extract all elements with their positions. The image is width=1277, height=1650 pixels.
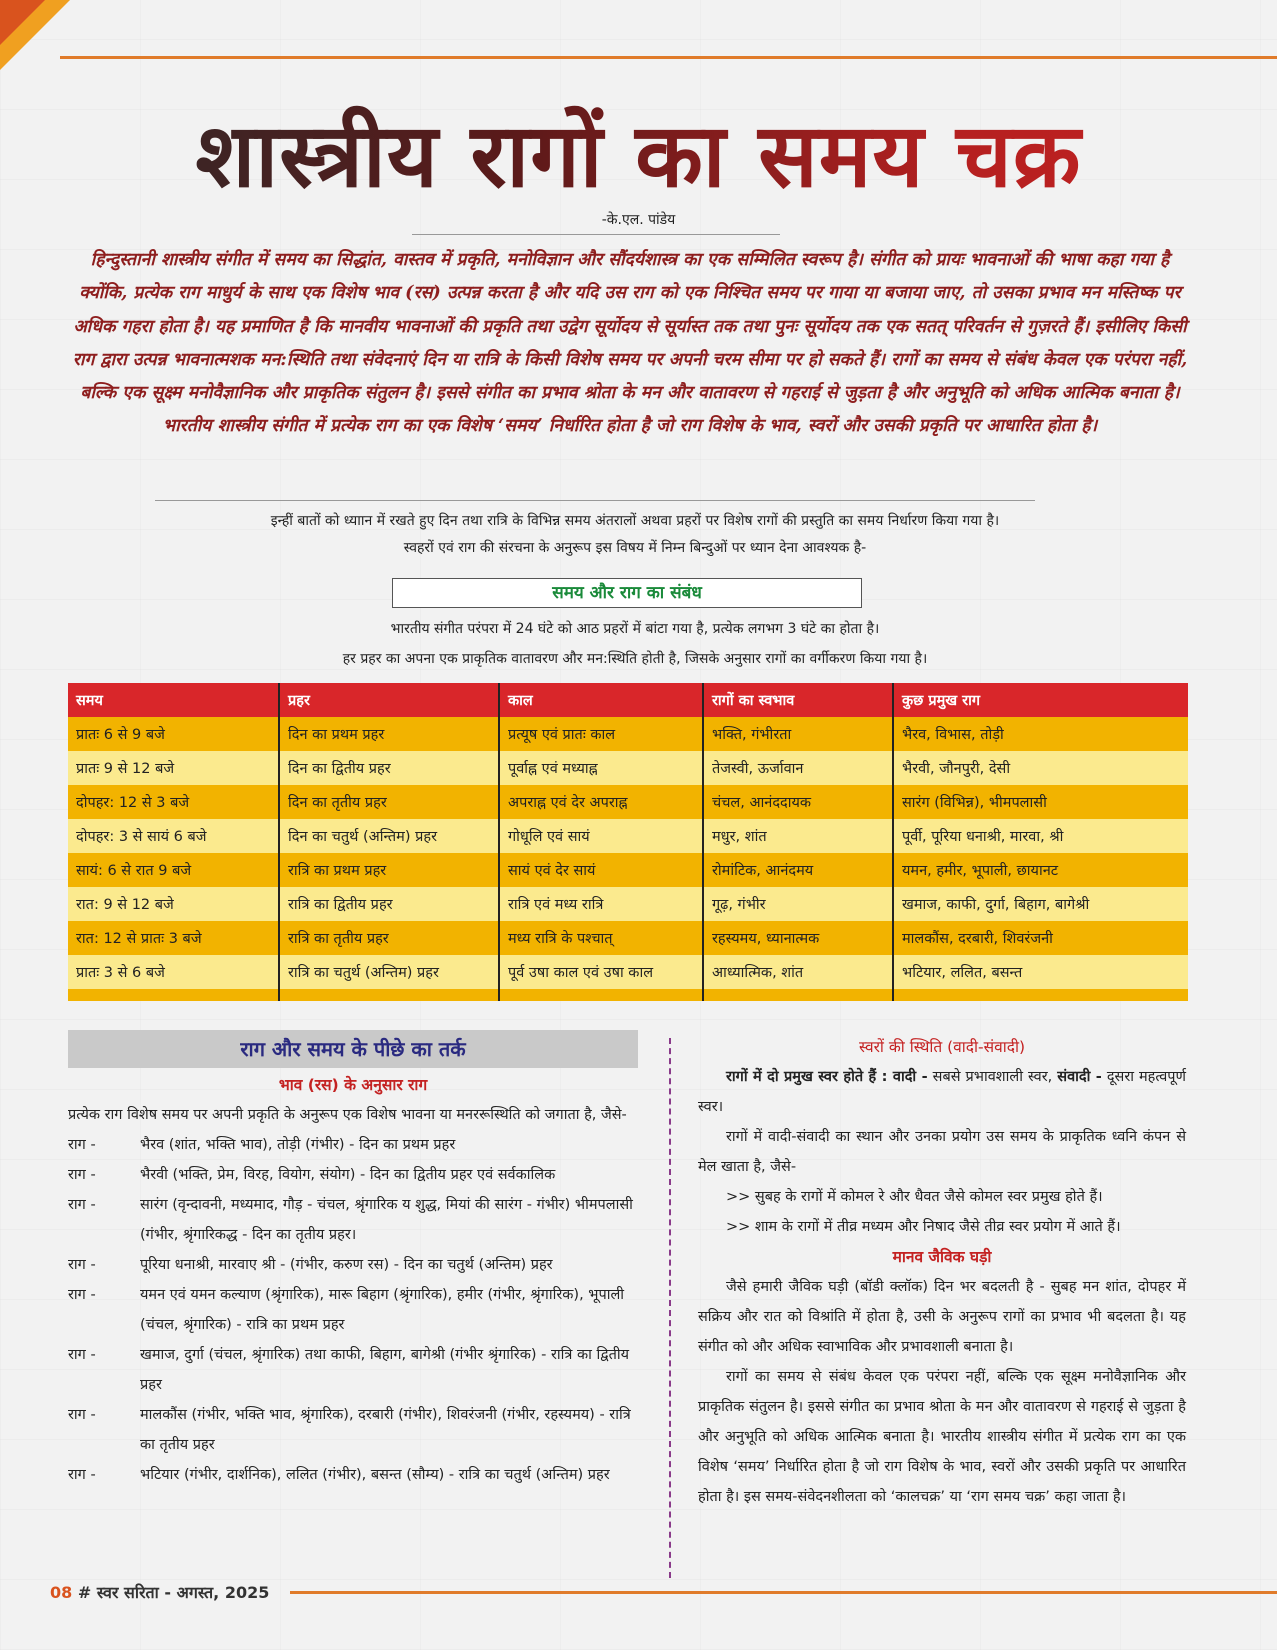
raag-entry-label: राग - — [68, 1197, 96, 1213]
table-header-cell: रागों का स्वभाव — [703, 683, 893, 717]
table-cell: पूर्व उषा काल एवं उषा काल — [499, 955, 703, 989]
page-footer — [50, 1581, 269, 1603]
table-cell: मध्य रात्रि के पश्चात् — [499, 921, 703, 955]
table-cell: गोधूलि एवं सायं — [499, 819, 703, 853]
vadi-samvadi-paragraph — [698, 1062, 1186, 1122]
table-cell: भटियार, ललित, बसन्त — [893, 955, 1188, 989]
sub-block — [80, 614, 1190, 674]
table-cell: रात: 9 से 12 बजे — [68, 887, 279, 921]
right-column — [698, 1032, 1186, 1512]
author-byline: -के.एल. पांडेय — [601, 212, 676, 228]
raag-entry-text: भटियार (गंभीर, दार्शनिक), ललित (गंभीर), बसन्त (सौम्य) - रात्रि का चतुर्थ (अन्तिम) प्रहर — [140, 1467, 610, 1483]
table-cell: सायं: 6 से रात 9 बजे — [68, 853, 279, 887]
table-header-cell: समय — [68, 683, 279, 717]
conclusion-paragraph: रागों का समय से संबंध केवल एक परंपरा नहीं, बल्कि एक सूक्ष्म मनोवैज्ञानिक और प्राकृतिक संतुलन है। इससे संगीत का प्रभाव श्रोता के मन और वातावरण से गहराई से जुड़ता है और अनुभूति को अधिक आत्मिक बनाता है। भारतीय शास्त्रीय संगीत में प्रत्येक राग का एक विशेष ‘समय’ निर्धारित होता है जो राग विशेष के भाव, स्वरों और उसकी प्रकृति पर आधारित होता है। इस समय-संवेदनशीलता को ‘कालचक्र’ या ‘राग समय चक्र’ कहा जाता है। — [698, 1369, 1186, 1505]
raag-entry-text: पूरिया धनाश्री, मारवाए श्री - (गंभीर, करुण रस) - दिन का चतुर्थ (अन्तिम) प्रहर — [140, 1257, 553, 1273]
table-cell: प्रातः 9 से 12 बजे — [68, 751, 279, 785]
vadi-label: रागों में दो प्रमुख स्वर होते हैं : वादी - — [726, 1069, 928, 1085]
table-cell: मधुर, शांत — [703, 819, 893, 853]
table-cell: प्रातः 3 से 6 बजे — [68, 955, 279, 989]
table-cell: प्रत्यूष एवं प्रातः काल — [499, 717, 703, 751]
raag-entry-text: भैरव (शांत, भक्ति भाव), तोड़ी (गंभीर) - दिन का प्रथम प्रहर — [140, 1137, 456, 1153]
samvadi-label: संवादी - — [1057, 1069, 1102, 1085]
table-cell: दिन का तृतीय प्रहर — [279, 785, 499, 819]
table-cell: दिन का प्रथम प्रहर — [279, 717, 499, 751]
table-cell: सायं एवं देर सायं — [499, 853, 703, 887]
raag-entry-label: राग - — [68, 1167, 96, 1183]
raag-entry-label: राग - — [68, 1407, 96, 1423]
raag-entry-text: मालकौंस (गंभीर, भक्ति भाव, श्रृंगारिक), दरबारी (गंभीर), शिवरंजनी (गंभीर, रहस्यमय) - रात्रि का तृतीय प्रहर — [140, 1407, 631, 1453]
raag-entry-text: यमन एवं यमन कल्याण (श्रृंगारिक), मारू बिहाग (श्रृंगारिक), हमीर (गंभीर, श्रृंगारिक), भूपाली (चंचल, श्रृंगारिक) - रात्रि का प्रथम प्रहर — [140, 1287, 625, 1333]
raag-entry — [68, 1250, 638, 1280]
raag-entry-label: राग - — [68, 1347, 96, 1363]
raag-entry — [68, 1460, 638, 1490]
table-cell: रात्रि का प्रथम प्रहर — [279, 853, 499, 887]
section-heading-box: समय और राग का संबंध — [392, 578, 862, 608]
table-row — [68, 853, 1188, 887]
table-spacer-row — [68, 989, 1188, 1001]
left-column — [68, 1030, 638, 1490]
table-row — [68, 955, 1188, 989]
swar-heading: स्वरों की स्थिति (वादी-संवादी) — [858, 1038, 1026, 1056]
table-row — [68, 887, 1188, 921]
table-cell: दोपहर: 12 से 3 बजे — [68, 785, 279, 819]
table-header-cell: कुछ प्रमुख राग — [893, 683, 1188, 717]
table-cell: अपराह्न एवं देर अपराह्न — [499, 785, 703, 819]
table-cell: तेजस्वी, ऊर्जावान — [703, 751, 893, 785]
table-header-row — [68, 683, 1188, 717]
table-row — [68, 717, 1188, 751]
raag-entry — [68, 1280, 638, 1340]
column-divider — [669, 1038, 671, 1578]
vadi-usage-paragraph: रागों में वादी-संवादी का स्थान और उनका प्रयोग उस समय के प्राकृतिक ध्वनि कंपन से मेल खाता है, जैसे- — [698, 1129, 1186, 1175]
footer-line — [290, 1591, 1277, 1594]
raag-time-table — [68, 683, 1188, 1001]
left-section-heading: राग और समय के पीछे का तर्क — [68, 1030, 638, 1068]
table-cell: भक्ति, गंभीरता — [703, 717, 893, 751]
magazine-issue: # स्वर सरिता - अगस्त, 2025 — [72, 1583, 270, 1602]
table-spacer-cell — [703, 989, 893, 1001]
raag-entry-text: भैरवी (भक्ति, प्रेम, विरह, वियोग, संयोग) - दिन का द्वितीय प्रहर एवं सर्वकालिक — [140, 1167, 556, 1183]
vadi-desc: सबसे प्रभावशाली स्वर, — [927, 1069, 1058, 1085]
note-line-2: स्वहरों एवं राग की संरचना के अनुरूप इस विषय में निम्न बिन्दुओं पर ध्यान देना आवश्यक है- — [403, 540, 867, 556]
table-row — [68, 819, 1188, 853]
table-cell: दिन का चतुर्थ (अन्तिम) प्रहर — [279, 819, 499, 853]
raag-entry-text: खमाज, दुर्गा (चंचल, श्रृंगारिक) तथा काफी, बिहाग, बागेश्री (गंभीर श्रृंगारिक) - रात्रि का द्वितीय प्रहर — [140, 1347, 630, 1393]
bio-clock-heading: मानव जैविक घड़ी — [892, 1248, 992, 1266]
table-cell: रोमांटिक, आनंदमय — [703, 853, 893, 887]
note-line-1: इन्हीं बातों को ध्याान में रखते हुए दिन तथा रात्रि के विभिन्न समय अंतरालों अथवा प्रहरों पर विशेष रागों की प्रस्तुति का समय निर्धारण किया गया है। — [270, 513, 1000, 529]
raag-entry-text: सारंग (वृन्दावनी, मध्यमाद, गौड़ - चंचल, श्रृंगारिक य शुद्ध, मियां की सारंग - गंभीर) भीमपलासी (गंभीर, श्रृंगारिकद्ध - दिन का तृतीय प्रहर। — [140, 1197, 633, 1243]
table-cell: मालकौंस, दरबारी, शिवरंजनी — [893, 921, 1188, 955]
raag-entry — [68, 1400, 638, 1460]
samvadi-desc: दूसरा महत्वपूर्ण स्वर। — [698, 1069, 1187, 1115]
table-cell: खमाज, काफी, दुर्गा, बिहाग, बागेश्री — [893, 887, 1188, 921]
table-cell: दिन का द्वितीय प्रहर — [279, 751, 499, 785]
page-title: शास्त्रीय रागों का समय चक्र — [0, 92, 1277, 212]
evening-bullet: >> शाम के रागों में तीव्र मध्यम और निषाद जैसे तीव्र स्वर प्रयोग में आते हैं। — [726, 1219, 1121, 1235]
table-cell: चंचल, आनंददायक — [703, 785, 893, 819]
intro-rule — [155, 500, 1035, 501]
bio-clock-paragraph: जैसे हमारी जैविक घड़ी (बॉडी क्लॉक) दिन भर बदलती है - सुबह मन शांत, दोपहर में सक्रिय और रात को विश्रांति में होता है, उसी के अनुरूप रागों का प्रभाव भी बदलता है। यह संगीत को और अधिक स्वाभाविक और प्रभावशाली बनाता है। — [698, 1279, 1186, 1355]
table-cell: पूर्वाह्न एवं मध्याह्न — [499, 751, 703, 785]
raag-entry-label: राग - — [68, 1137, 96, 1153]
table-cell: रात्रि का द्वितीय प्रहर — [279, 887, 499, 921]
morning-bullet: >> सुबह के रागों में कोमल रे और धैवत जैसे कोमल स्वर प्रमुख होते हैं। — [726, 1189, 1103, 1205]
table-header-cell: प्रहर — [279, 683, 499, 717]
table-cell: यमन, हमीर, भूपाली, छायानट — [893, 853, 1188, 887]
table-cell: आध्यात्मिक, शांत — [703, 955, 893, 989]
note-block — [80, 508, 1190, 562]
table-row — [68, 751, 1188, 785]
table-cell: गूढ़, गंभीर — [703, 887, 893, 921]
author-rule — [412, 234, 780, 235]
table-cell: सारंग (विभिन्न), भीमपलासी — [893, 785, 1188, 819]
table-cell: दोपहर: 3 से सायं 6 बजे — [68, 819, 279, 853]
table-cell: रात्रि का तृतीय प्रहर — [279, 921, 499, 955]
raag-entry-label: राग - — [68, 1257, 96, 1273]
table-spacer-cell — [68, 989, 279, 1001]
raag-entry-label: राग - — [68, 1287, 96, 1303]
raag-entry — [68, 1160, 638, 1190]
table-header-cell: काल — [499, 683, 703, 717]
raag-entry-label: राग - — [68, 1467, 96, 1483]
raag-entry — [68, 1190, 638, 1250]
sub-line-2: हर प्रहर का अपना एक प्राकृतिक वातावरण और मन:स्थिति होती है, जिसके अनुसार रागों का वर्गीकरण किया गया है। — [342, 651, 928, 667]
intro-paragraph: हिन्दुस्तानी शास्त्रीय संगीत में समय का सिद्धांत, वास्तव में प्रकृति, मनोविज्ञान और सौंदर्यशास्त्र का एक सम्मिलित स्वरूप है। संगीत को प्रायः भावनाओं की भाषा कहा गया है क्योंकि, प्रत्येक राग माधुर्य के साथ एक विशेष भाव (रस) उत्पन्न करता है और यदि उस राग को एक निश्चित समय पर गाया या बजाया जाए, तो उसका प्रभाव मन मस्तिष्क पर अधिक गहरा होता है। यह प्रमाणित है कि मानवीय भावनाओं की प्रकृति तथा उद्वेग सूर्योदय से सूर्यास्त तक तथा पुनः सूर्योदय तक एक सतत् परिवर्तन से गुज़रते हैं। इसीलिए किसी राग द्वारा उत्पन्न भावनात्मशक मन:स्थिति तथा संवेदनाएं दिन या रात्रि के किसी विशेष समय पर अपनी चरम सीमा पर हो सकते हैं। रागों का समय से संबंध केवल एक परंपरा नहीं, बल्कि एक सूक्ष्म मनोवैज्ञानिक और प्राकृतिक संतुलन है। इससे संगीत का प्रभाव श्रोता के मन और वातावरण से गहराई से जुड़ता है और अनुभूति को अधिक आत्मिक बनाता है। भारतीय शास्त्रीय संगीत में प्रत्येक राग का एक विशेष ‘समय’ निर्धारित होता है जो राग विशेष के भाव, स्वरों और उसकी प्रकृति पर आधारित होता है। — [72, 250, 1188, 437]
table-spacer-cell — [499, 989, 703, 1001]
left-subheading: भाव (रस) के अनुसार राग — [278, 1076, 428, 1094]
corner-decoration-inner — [0, 0, 45, 45]
table-spacer-cell — [279, 989, 499, 1001]
table-spacer-cell — [893, 989, 1188, 1001]
sub-line-1: भारतीय संगीत परंपरा में 24 घंटे को आठ प्रहरों में बांटा गया है, प्रत्येक लगभग 3 घंटे का होता है। — [390, 621, 880, 637]
table-cell: रहस्यमय, ध्यानात्मक — [703, 921, 893, 955]
table-cell: भैरवी, जौनपुरी, देसी — [893, 751, 1188, 785]
table-row — [68, 785, 1188, 819]
table-cell: रात: 12 से प्रातः 3 बजे — [68, 921, 279, 955]
table-cell: प्रातः 6 से 9 बजे — [68, 717, 279, 751]
top-border-line — [60, 56, 1277, 59]
raag-entry — [68, 1340, 638, 1400]
raag-entry — [68, 1130, 638, 1160]
table-cell: पूर्वी, पूरिया धनाश्री, मारवा, श्री — [893, 819, 1188, 853]
table-row — [68, 921, 1188, 955]
table-cell: भैरव, विभास, तोड़ी — [893, 717, 1188, 751]
table-cell: रात्रि का चतुर्थ (अन्तिम) प्रहर — [279, 955, 499, 989]
page-number: 08 — [50, 1583, 73, 1602]
left-lead-text: प्रत्येक राग विशेष समय पर अपनी प्रकृति के अनुरूप एक विशेष भावना या मनररूस्थिति को जगाता है, जैसे- — [68, 1107, 627, 1123]
table-cell: रात्रि एवं मध्य रात्रि — [499, 887, 703, 921]
